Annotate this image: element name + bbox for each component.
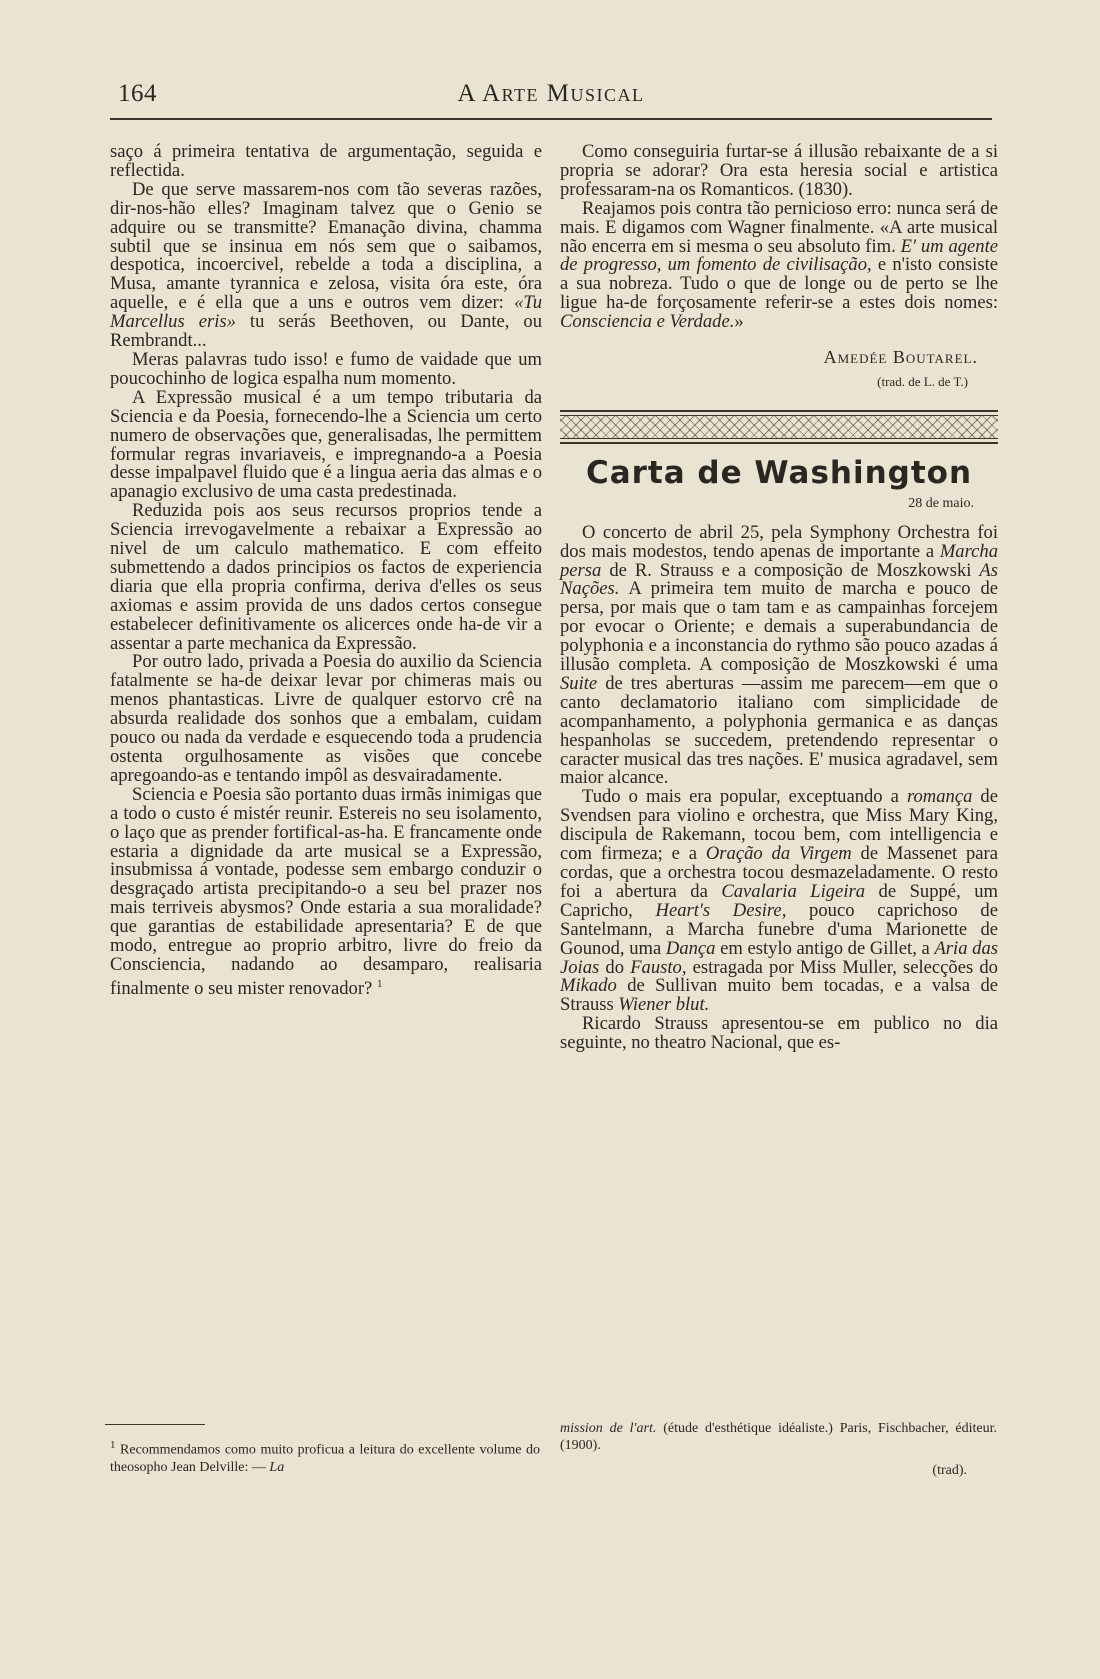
running-title: A Arte Musical [457,80,645,107]
footnote-translator-note: (trad). [932,1463,967,1478]
footnote-right: mission de l'art. (étude d'esthétique idéaliste.) Paris, Fischbacher, éditeur. (1900). (trad). [560,1421,998,1478]
paragraph: A Expressão musical é a um tempo tributaria da Sciencia e da Poesia, fornecendo-lhe a Sciencia um certo numero de observações que, generalisadas, lhe permittem formular regras invariaveis, e impregnando-a a Poesia desse impalpavel fluido que é a lingua aeria das almas e o apanagio exclusivo de uma casta predestinada. [110,386,542,503]
right-column [560,143,998,1053]
paragraph: saço á primeira tentativa de argumentação, seguida e reflectida. [110,141,542,181]
footnote-left: $^1$ Recommendamos como muito proficua a leitura do excellente volume do theosopho Jean Delville: — La [110,1439,541,1475]
page-number: 164 [118,80,157,107]
header-rule [110,118,992,120]
left-column [110,143,542,999]
ornamental-divider [560,410,998,444]
paragraph: De que serve massarem-nos com tão severas razões, dir-nos-hão elles? Imaginam talvez que o Genio se adquire ou se transmitte? Emanação divina, chamma subtil que se insinua em nós sem que o saibamos, despotica, incoercivel, rebelde a toda a disciplina, a Musa, amante tyrannica e zelosa, visita óra este, óra aquelle, e é ella que a uns e outros vem dizer: «Tu Marcellus eris» tu serás Beethoven, ou Dante, ou Rembrandt... [110,178,542,352]
paragraph: Por outro lado, privada a Poesia do auxilio da Sciencia fatalmente se ha-de deixar levar por chimeras mais ou menos phantasticas. Livre de qualquer estorvo crê na absurda realidade dos sonhos que a embalam, cuidam pouco ou nada da verdade e esquecendo toda a prudencia ostenta orgulhosamente as visões que concebe apregoando-as e tentando impôl as desvairadamente. [110,651,542,786]
footnote-rule [105,1424,205,1425]
paragraph: Ricardo Strauss apresentou-se em publico no dia seguinte, no theatro Nacional, que es- [560,1013,998,1054]
footnote-reference[interactable]: 1 [376,977,383,990]
paragraph: Reajamos pois contra tão pernicioso erro: nunca será de mais. E digamos com Wagner finalmente. «A arte musical não encerra em si mesma o seu absoluto fim. E' um agente de progresso, um fomento de civilisação, e n'isto consiste a sua nobreza. Tudo o que de longe ou de perto se lhe ligue ha-de forçosamente referir-se a estes dois nomes: Consciencia e Verdade.» [560,197,999,333]
page-header [110,78,992,114]
author-signature: Amedée Boutarel. [823,347,978,368]
paragraph: O concerto de abril 25, pela Symphony Orchestra foi dos mais modestos, tendo apenas de importante a Marcha persa de R. Strauss e a composição de Moszkowski As Nações. A primeira tem muito de marcha e pouco de persa, por mais que o tam tam e as campainhas forcejem por evocar o Oriente; e demais a superabundancia de polyphonia e a inconstancia do rythmo são pouco azadas á illusão completa. A composição de Moszkowski é uma Suite de tres aberturas —assim me parecem—em que o canto declamatorio italiano com simplicidade de acompanhamento, a polyphonia germanica e as danças hespanholas se succedem, pretendendo representar o caracter musical das tres nações. E' musica agradavel, sem maior alcance. [560,521,999,789]
article-title: Carta de Washington [585,454,973,491]
paragraph: Tudo o mais era popular, exceptuando a romança de Svendsen para violino e orchestra, que Miss Mary King, discipula de Rakemann, tocou bem, com intelligencia e com firmeza; e a Oração da Virgem de Massenet para cordas, que a orchestra tocou desmazeladamente. O resto foi a abertura da Cavalaria Ligeira de Suppé, um Capricho, Heart's Desire, pouco caprichoso de Santelmann, a Marcha funebre d'uma Marionette de Gounod, uma Dança em estylo antigo de Gillet, a Aria das Joias do Fausto, estragada por Miss Muller, selecções do Mikado de Sullivan muito bem tocadas, e a valsa de Strauss Wiener blut. [560,786,998,1016]
paragraph: Reduzida pois aos seus recursos proprios tende a Sciencia irrevogavelmente a rebaixar a Expressão ao nivel de um calculo mathematico. E com effeito submettendo a dados principios os factos de experiencia diaria que ella propria confirma, deriva d'elles os seus axiomas e assim provida de uns dados certos consegue estabelecer definitivamente os alicerces onde ha-de vir a assentar a parte mechanica da Expressão. [110,500,542,654]
latin-quote: «Tu Marcellus eris» [110,292,542,333]
paragraph: Meras palavras tudo isso! e fumo de vaidade que um poucochinho de logica espalha num momento. [110,348,542,389]
dateline: 28 de maio. [908,495,974,511]
footnote-mark: 1 [110,1439,116,1451]
translation-credit: (trad. de L. de T.) [877,373,968,389]
paragraph: Como conseguiria furtar-se á illusão rebaixante de a si propria se adorar? Ora esta heresia social e artistica professaram-na os Romanticos. (1830). [560,141,998,200]
paragraph: Sciencia e Poesia são portanto duas irmãs inimigas que a todo o custo é mistér reunir. Estereis no seu isolamento, o laço que as prender fortifical-as-ha. E francamente onde estaria a dignidade da arte musical se a Expressão, insubmissa á vontade, podesse sem embargo conduzir o desgraçado artista precipitando-o a seu bel prazer nos mais terriveis abysmos? Onde estaria a sua moralidade? que garantias de estabilidade apresentaria? E de que modo, entregue ao proprio arbitro, livre do freio da Consciencia, nadando ao desamparo, realisaria finalmente o seu mister renovador? $^1$ [110,783,542,1000]
